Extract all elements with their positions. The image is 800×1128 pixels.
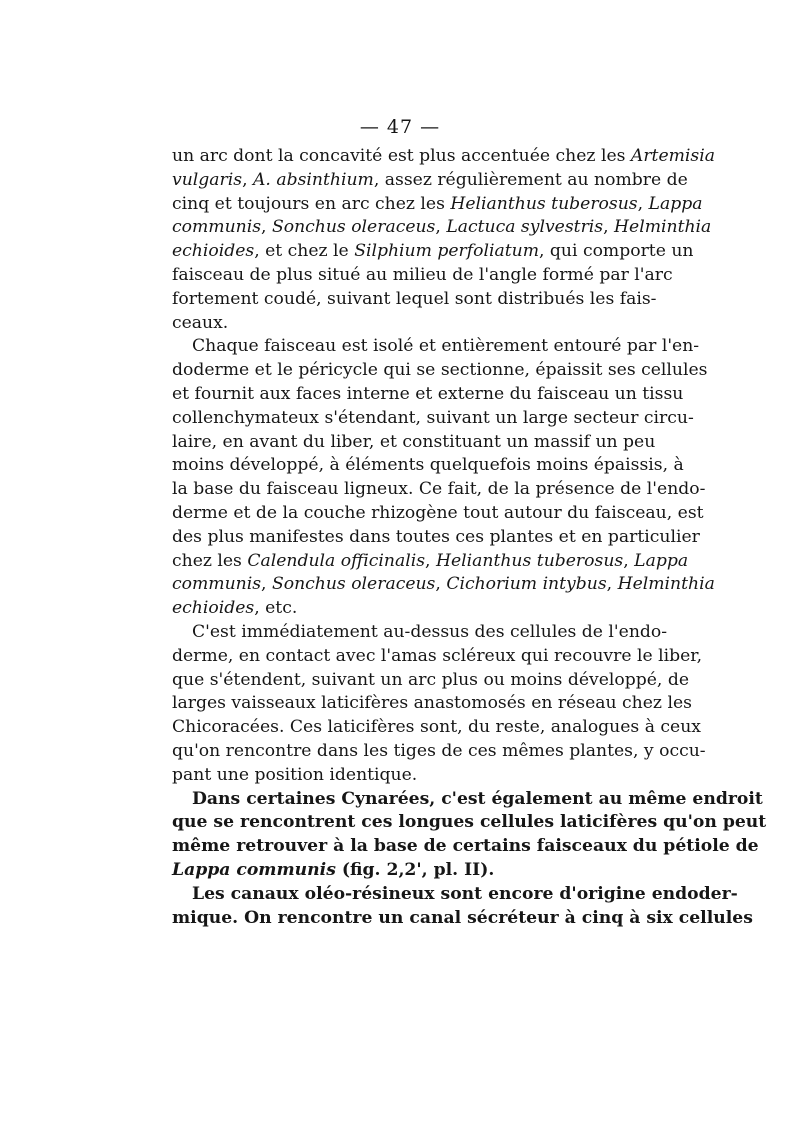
text-line: C'est immédiatement au-dessus des cellules de l'endo- <box>192 621 668 642</box>
text-line: vulgaris, A. absinthium, assez régulièrement au nombre de <box>172 169 688 190</box>
text-line: derme, en contact avec l'amas scléreux qui recouvre le liber, <box>172 645 703 666</box>
paragraph <box>172 788 767 883</box>
text-line: et fournit aux faces interne et externe du faisceau un tissu <box>172 383 684 404</box>
text-line: qu'on rencontre dans les tiges de ces mêmes plantes, y occu- <box>172 740 706 761</box>
paragraph <box>172 335 715 621</box>
paragraph <box>172 145 715 335</box>
text-line: pant une position identique. <box>172 764 418 785</box>
text-line: Chaque faisceau est isolé et entièrement entouré par l'en- <box>192 336 700 357</box>
text-line: echioides, et chez le Silphium perfoliatum, qui comporte un <box>172 241 694 262</box>
text-line: cinq et toujours en arc chez les Helianthus tuberosus, Lappa <box>172 193 703 214</box>
paragraph <box>172 621 706 788</box>
text-line: moins développé, à éléments quelquefois moins épaissis, à <box>172 455 684 476</box>
text-line: communis, Sonchus oleraceus, Cichorium intybus, Helminthia <box>172 574 715 595</box>
text-line: Les canaux oléo-résineux sont encore d'origine endoder- <box>192 883 738 904</box>
text-line: collenchymateux s'étendant, suivant un large secteur circu- <box>172 407 694 428</box>
body-text <box>172 145 767 930</box>
text-line: larges vaisseaux laticifères anastomosés en réseau chez les <box>172 693 692 714</box>
text-line: des plus manifestes dans toutes ces plantes et en particulier <box>172 526 700 547</box>
text-line: communis, Sonchus oleraceus, Lactuca sylvestris, Helminthia <box>172 217 712 238</box>
paragraph <box>172 883 753 931</box>
text-line: même retrouver à la base de certains faisceaux du pétiole de <box>172 836 759 857</box>
text-line: derme et de la couche rhizogène tout autour du faisceau, est <box>172 502 704 523</box>
text-line: Lappa communis (fig. 2,2', pl. II). <box>172 859 495 880</box>
text-line: doderme et le péricycle qui se sectionne, épaissit ses cellules <box>172 360 708 381</box>
page-number: — 47 — <box>359 116 441 138</box>
text-line: la base du faisceau ligneux. Ce fait, de la présence de l'endo- <box>172 479 706 500</box>
text-line: que s'étendent, suivant un arc plus ou moins développé, de <box>172 669 689 690</box>
text-line: echioides, etc. <box>172 598 298 619</box>
text-line: fortement coudé, suivant lequel sont distribués les fais- <box>172 288 657 309</box>
text-line: mique. On rencontre un canal sécréteur à cinq à six cellules <box>172 907 753 928</box>
text-line: laire, en avant du liber, et constituant un massif un peu <box>172 431 656 452</box>
text-line: chez les Calendula officinalis, Helianthus tuberosus, Lappa <box>172 550 689 571</box>
text-line: faisceau de plus situé au milieu de l'angle formé par l'arc <box>172 264 673 285</box>
text-line: ceaux. <box>172 312 229 333</box>
text-line: un arc dont la concavité est plus accentuée chez les Artemisia <box>172 146 715 166</box>
text-line: Dans certaines Cynarées, c'est également au même endroit <box>192 788 763 809</box>
text-line: Chicoracées. Ces laticifères sont, du reste, analogues à ceux <box>172 717 701 738</box>
text-line: que se rencontrent ces longues cellules laticifères qu'on peut <box>172 812 767 833</box>
